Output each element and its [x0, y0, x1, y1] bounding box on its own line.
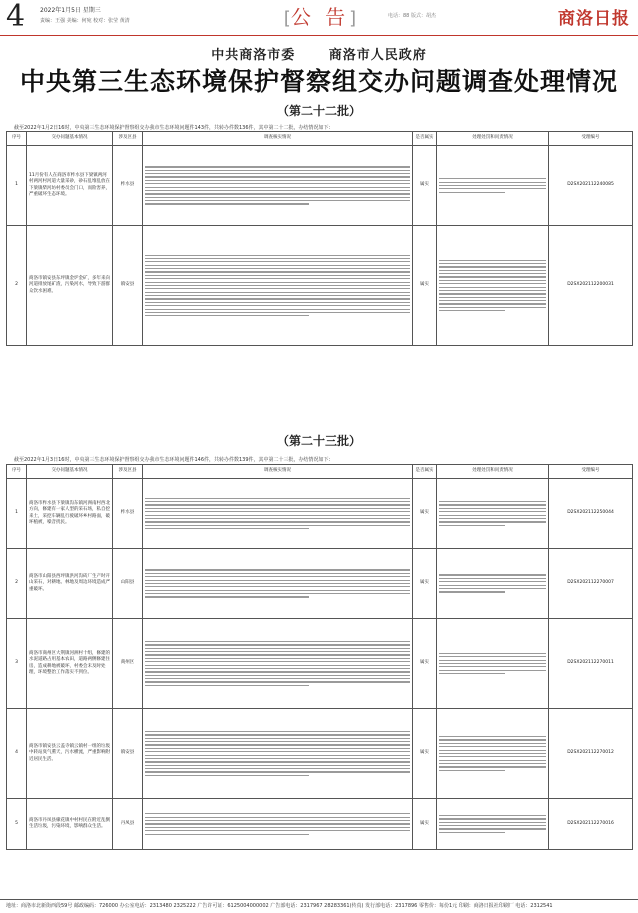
row-summary: 11月份有人在商洛市柞水县下梁镇两河村两河村河道大量采砂，砂石乱堆乱放在下梁镇柴河坊村委员会门口，而险害养，严重破坏生态环境。 [27, 146, 113, 226]
batch-22-title: （第二十二批） [276, 104, 361, 118]
row-summary: 商洛市柞水县下梁镇沟东镇河洲南村西北方向，修建有一家人型的采石场，私自挖来土，采挖车辆乱行驶破坏乡村路面，破坏植被，噪音扰民。 [27, 479, 113, 549]
masthead [0, 0, 638, 36]
issuer-party-committee: 中共商洛市委 [211, 48, 296, 63]
row-summary: 商洛市镇安县云盖寺镇云镇村一组的垃圾中转站臭气熏天，污水横流，严重影响附近居民生活。 [27, 709, 113, 799]
row-county: 镇安县 [113, 709, 143, 799]
header-investigation: 调查核实情况 [143, 132, 413, 146]
batch-23-intro: 截至2022年1月3日16时，中央第三生态环境保护督察组交办我市生态环境问题件146件，共转办件数139件，其中第二十三批，办结情况如下： [14, 457, 334, 463]
header-county: 涉及区县 [113, 132, 143, 146]
header-summary: 交办问题基本情况 [27, 465, 113, 479]
issuer-government: 商洛市人民政府 [328, 48, 427, 63]
row-no: 1 [7, 479, 27, 549]
issue-date: 2022年1月5日 星期三 [40, 7, 101, 14]
header-number: 受理编号 [549, 132, 633, 146]
row-investigation [143, 479, 413, 549]
row-no: 1 [7, 146, 27, 226]
row-number: D2SX202112270016 [549, 799, 633, 850]
page-number: 4 [6, 0, 26, 34]
row-number: D2SX202112200031 [549, 226, 633, 346]
header-county: 涉及区县 [113, 465, 143, 479]
row-county: 丹凤县 [113, 799, 143, 850]
header-number: 受理编号 [549, 465, 633, 479]
row-investigation [143, 146, 413, 226]
row-handling [437, 226, 549, 346]
header-verdict: 是否属实 [413, 132, 437, 146]
header-verdict: 是否属实 [413, 465, 437, 479]
row-verdict: 属实 [413, 799, 437, 850]
row-handling [437, 799, 549, 850]
row-investigation [143, 226, 413, 346]
row-handling [437, 619, 549, 709]
header-summary: 交办问题基本情况 [27, 132, 113, 146]
row-number: D2SX202112270011 [549, 619, 633, 709]
header-no: 序号 [7, 132, 27, 146]
row-investigation [143, 709, 413, 799]
header-investigation: 调查核实情况 [143, 465, 413, 479]
table-header-row [7, 465, 633, 479]
table-row [7, 619, 633, 709]
section-title: [公 告] [283, 5, 357, 29]
row-number: D2SX202112270012 [549, 709, 633, 799]
row-no: 4 [7, 709, 27, 799]
row-handling [437, 479, 549, 549]
table-row [7, 226, 633, 346]
row-verdict: 属实 [413, 549, 437, 619]
row-verdict: 属实 [413, 709, 437, 799]
row-investigation [143, 799, 413, 850]
newspaper-brand: 商洛日报 [558, 9, 630, 29]
batch-23-title: （第二十三批） [276, 434, 361, 448]
header-handling: 处理处罚和问责情况 [437, 132, 549, 146]
table-header-row [7, 132, 633, 146]
row-number: D2SX202112270007 [549, 549, 633, 619]
table-row [7, 479, 633, 549]
row-summary: 商洛市镇安县东坪镇金炉金矿，多年来向河道排放尾矿渣，污染河水，导致下游群众饮水困难。 [27, 226, 113, 346]
table-row [7, 549, 633, 619]
row-verdict: 属实 [413, 479, 437, 549]
row-handling [437, 146, 549, 226]
row-number: D2SX202112240085 [549, 146, 633, 226]
issuers [0, 44, 638, 63]
row-county: 柞水县 [113, 146, 143, 226]
row-investigation [143, 619, 413, 709]
row-no: 3 [7, 619, 27, 709]
masthead-right-text: 电话：88 版式：胡杰 [388, 13, 436, 19]
row-verdict: 属实 [413, 226, 437, 346]
table-row [7, 709, 633, 799]
row-verdict: 属实 [413, 619, 437, 709]
row-handling [437, 549, 549, 619]
editors-line: 责编：王强 美编：何宛 校对：张莹 黄清 [40, 18, 130, 24]
header-no: 序号 [7, 465, 27, 479]
row-county: 柞水县 [113, 479, 143, 549]
batch-23-table [6, 464, 633, 850]
row-handling [437, 709, 549, 799]
batch-22-table [6, 131, 633, 346]
row-no: 5 [7, 799, 27, 850]
table-row [7, 799, 633, 850]
row-no: 2 [7, 549, 27, 619]
row-no: 2 [7, 226, 27, 346]
row-county: 镇安县 [113, 226, 143, 346]
row-county: 山阳县 [113, 549, 143, 619]
page-title: 中央第三生态环境保护督察组交办问题调查处理情况 [19, 67, 618, 96]
row-number: D2SX202112250044 [549, 479, 633, 549]
row-county: 商州区 [113, 619, 143, 709]
table-row [7, 146, 633, 226]
row-verdict: 属实 [413, 146, 437, 226]
row-summary: 商洛市商州区大荆镇河洲村十组，修建的水泥道路占用基本农田，道路两侧修建住房，造成耕地被破坏，村委会未及时处理，环境整治工作落实不到位。 [27, 619, 113, 709]
batch-22-intro: 截至2022年1月2日16时，中央第三生态环境保护督察组交办我市生态环境问题件143件，共转办件数136件，其中第二十二批，办结情况如下： [14, 125, 334, 131]
row-summary: 商洛市丹凤县棣花镇中村村民在附近乱倒生活垃圾，污染环境，影响群众生活。 [27, 799, 113, 850]
row-summary: 商洛市山阳县西坪镇洪河沟砖厂生产时开山采石，对耕地、林地及周边环境造成严重破坏。 [27, 549, 113, 619]
page-footer: 地址：商洛市北新街西段59号 邮政编码：726000 办公室电话：2313480 2325222 广告许可证：6125004000002 广告部电话：2317967 28283361(传真) 发行部电话：2317896 零售价：每份1元 印刷：商洛日报社印刷厂 电话：2312541 [0, 899, 638, 913]
row-investigation [143, 549, 413, 619]
header-handling: 处理处罚和问责情况 [437, 465, 549, 479]
